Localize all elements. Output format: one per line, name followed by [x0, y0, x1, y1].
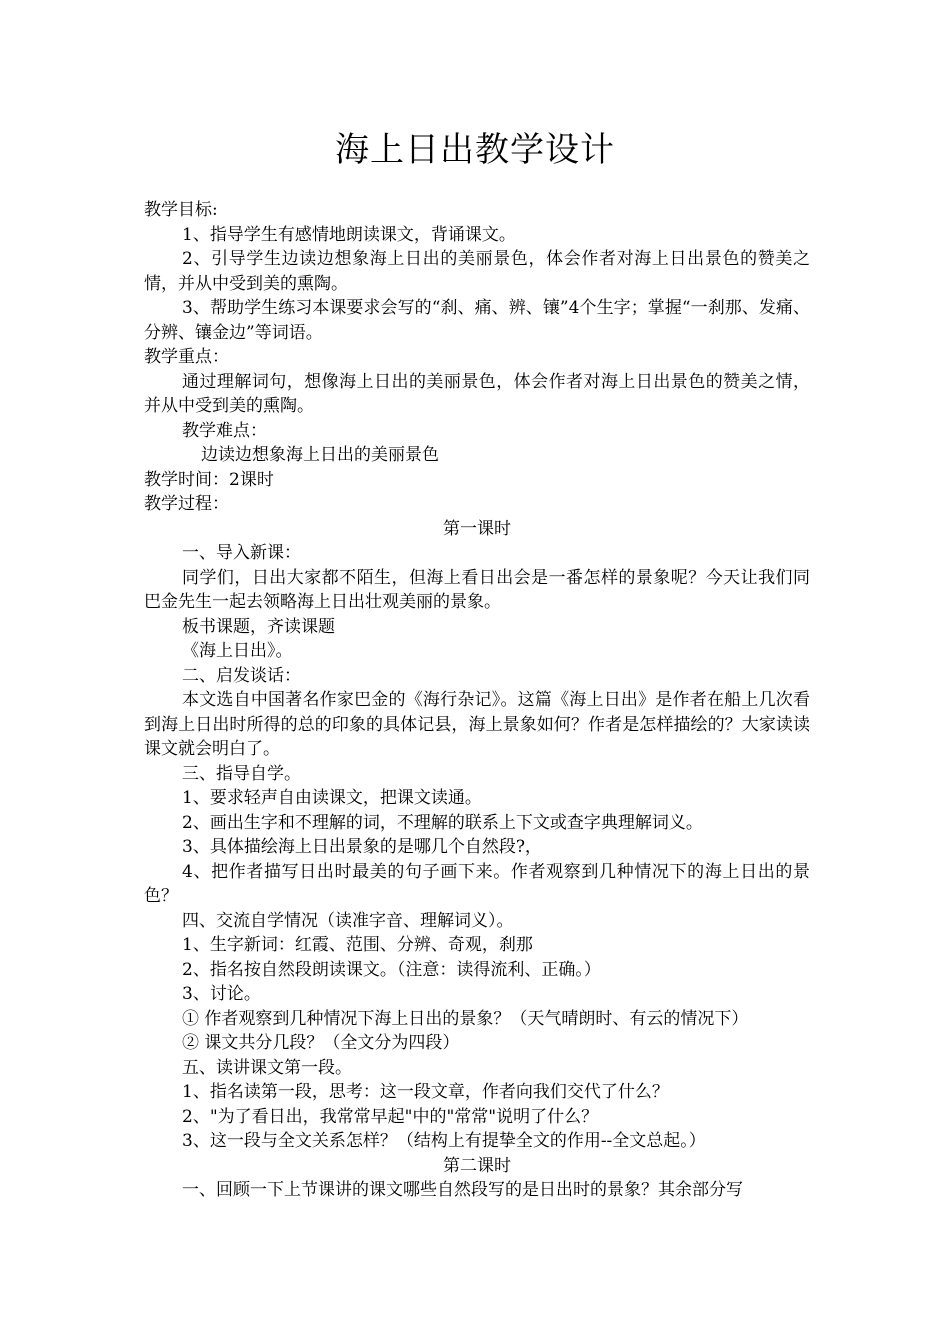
reading-item-1: 1、指名读第一段，思考：这一段文章，作者向我们交代了什么？: [182, 1082, 669, 1102]
lesson-2-review: 一、回顾一下上节课讲的课文哪些自然段写的是日出时的景象？其余部分写: [182, 1180, 743, 1200]
document-title: 海上日出教学设计: [335, 130, 615, 170]
exchange-item-3: 3、讨论。: [182, 984, 261, 1004]
difficulties-text: 边读边想象海上日出的美丽景色: [201, 445, 439, 465]
section-reading-heading: 五、读讲课文第一段。: [182, 1057, 352, 1078]
selfstudy-item-3: 3、具体描绘海上日出景象的是哪几个自然段?，: [182, 837, 542, 857]
reading-item-3: 3、这一段与全文关系怎样？（结构上有提挚全文的作用--全文总起。）: [182, 1131, 706, 1151]
section-intro-text: 同学们，日出大家都不陌生，但海上看日出会是一番怎样的景象呢？今天让我们同巴金先生一起去领略海上日出壮观美丽的景象。: [144, 567, 810, 612]
section-talk-heading: 二、启发谈话：: [182, 665, 301, 686]
lesson-name: 《海上日出》。: [182, 641, 293, 661]
exchange-item-1: 1、生字新词：红霞、范围、分辨、奇观，刹那: [182, 935, 533, 955]
teaching-time: 教学时间：2课时: [144, 469, 274, 490]
objective-2: 2、引导学生边读边想象海上日出的美丽景色，体会作者对海上日出景色的赞美之情，并从中受到美的熏陶。: [144, 249, 810, 294]
lesson-1-heading: 第一课时: [443, 518, 511, 539]
section-exchange-heading: 四、交流自学情况（读准字音、理解词义）。: [182, 910, 514, 931]
blackboard-title: 板书课题，齐读课题: [182, 616, 335, 637]
discussion-item-1: ① 作者观察到几种情况下海上日出的景象？（天气晴朗时、有云的情况下）: [182, 1008, 749, 1029]
heading-objectives: 教学目标:: [144, 200, 218, 220]
objective-1: 1、指导学生有感情地朗读课文，背诵课文。: [182, 224, 516, 245]
heading-difficulties: 教学难点：: [182, 420, 267, 441]
heading-process: 教学过程：: [144, 494, 229, 514]
selfstudy-item-2: 2、画出生字和不理解的词，不理解的联系上下文或查字典理解词义。: [182, 812, 703, 833]
exchange-item-2: 2、指名按自然段朗读课文。（注意：读得流利、正确。）: [182, 959, 601, 980]
heading-key-points: 教学重点：: [144, 347, 229, 367]
section-talk-text: 本文选自中国著名作家巴金的《海行杂记》。这篇《海上日出》是作者在船上几次看到海上日出时所得的总的印象的具体记县，海上景象如何？作者是怎样描绘的？大家读读课文就会明白了。: [144, 690, 810, 759]
section-intro-heading: 一、导入新课：: [182, 543, 301, 563]
section-selfstudy-heading: 三、指导自学。: [182, 763, 301, 784]
objective-3: 3、帮助学生练习本课要求会写的“刹、痛、辨、镶”4个生字；掌握“一刹那、发痛、分辨、镶金边”等词语。: [144, 298, 810, 343]
key-points-text: 通过理解词句，想像海上日出的美丽景色，体会作者对海上日出景色的赞美之情，并从中受到美的熏陶。: [144, 371, 810, 416]
selfstudy-item-1: 1、要求轻声自由读课文，把课文读通。: [182, 788, 482, 808]
lesson-2-heading: 第二课时: [443, 1155, 511, 1176]
discussion-item-2: ② 课文共分几段？（全文分为四段）: [182, 1033, 460, 1053]
selfstudy-item-4: 4、把作者描写日出时最美的句子画下来。作者观察到几种情况下的海上日出的景色？: [144, 861, 810, 906]
reading-item-2: 2、"为了看日出，我常常早起"中的"常常"说明了什么？: [182, 1106, 599, 1127]
document-body: [144, 198, 810, 1203]
